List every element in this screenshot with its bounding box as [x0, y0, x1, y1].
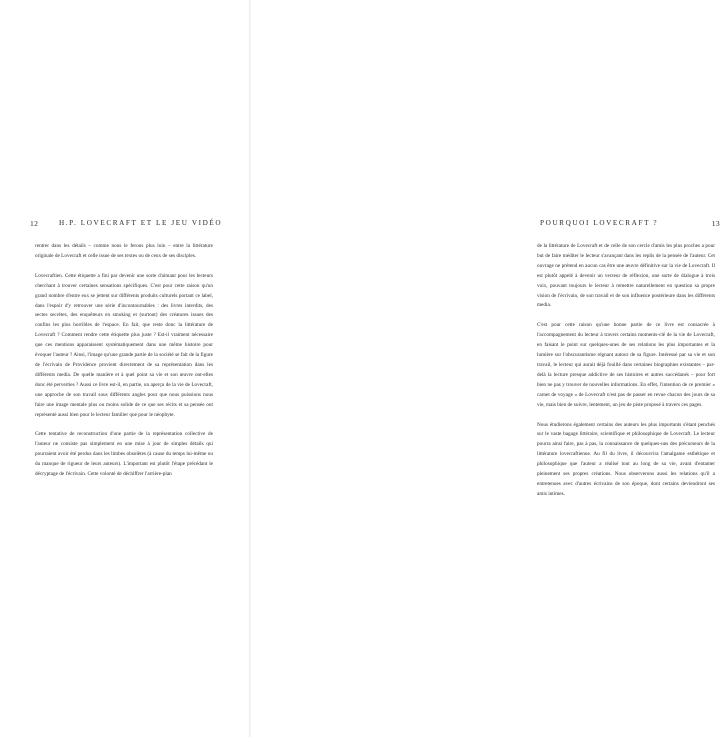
left-header — [30, 219, 243, 231]
paragraph: C'est pour cette raison qu'une bonne partie de ce livre est consacrée à l'accompagnement du lecteur à travers certains moments-clé de la vie de Lovecraft, en faisant le point sur quelques-unes de ses relations les plus importantes et la lumière sur l'obscurantisme régnant autour de sa figure. Intéressé par sa vie et son travail, le lecteur qui aurait déjà fouillé dans certaines biographies existantes – par-delà la lecture presque addictive de ses histoires et autres succédanés – pour fort bien ne pas y trouver de nouvelles informations. En effet, l'intention de ce premier « carnet de voyage » de Lovecraft n'est pas de passer en revue chacun des jours de sa vie, mais bien de suivre, lentement, un jeu de piste proposé à travers ces pages. — [537, 322, 715, 408]
right-header — [507, 219, 720, 231]
page-number: 12 — [30, 219, 39, 228]
page-number: 13 — [711, 219, 720, 228]
paragraph: Cette tentative de reconstruction d'une partie de la représentation collective de l'auteur ne consiste pas simplement en une mise à jour de simples détails qui pourraient avoir été perdus dans les limbes obsolètes (à cause du temps lui-même ou du manque de rigueur de leurs auteurs). L'important est plutôt l'étape précédant le décryptage de l'écrivain. Cette volonté de déchiffrer l'arrière-plan — [35, 431, 213, 478]
left-page — [0, 0, 250, 737]
right-page — [250, 0, 720, 737]
running-head: H.P. LOVECRAFT ET LE JEU VIDÉO — [59, 219, 223, 227]
paragraph: Nous étudierons également certains des auteurs les plus importants s'étant penchés sur le vaste bagage littéraire, scientifique et philosophique de Lovecraft. Le lecteur pourra ainsi faire, pas à pas, la connaissance de quelques-uns des précurseurs de la littérature lovecraftienne. Au fil du livre, il découvrira l'amalgame esthétique et philosophique que l'auteur a réalisé tout au long de sa vie, avant d'entamer pleinement ses propres créations. Nous observerons aussi les relations qu'il a entretenues avec d'autres écrivains de son époque, dont certains deviendront ses amis intimes. — [537, 421, 715, 497]
running-head: POURQUOI LOVECRAFT ? — [540, 219, 659, 227]
paragraph: de la littérature de Lovecraft et de celle de son cercle d'amis les plus proches a pour but de faire méditer le lecteur s'avançant dans les replis de la pensée de l'auteur. Cet ouvrage ne prétend en aucun cas être une œuvre définitive sur la vie de Lovecraft. Il est plutôt appelé à devenir un vecteur de réflexion, une sorte de dialogue à trois voix, pouvant toujours le lecteur à remettre naturellement en question sa propre vision de l'écrivain, de son travail et de son influence postérieure dans les différents media. — [537, 243, 715, 309]
paragraph: Lovecraftien. Cette étiquette a fini par devenir une sorte d'aimant pour les lecteurs cherchant à trouver certaines sensations spécifiques. C'est pour cette raison qu'un grand nombre d'entre eux se jettent sur différents produits culturels portant ce label, dans l'espoir d'y retrouver une série d'incontournables : des livres interdits, des sectes secrètes, des enquêteurs en smoking et (surtout) des créatures issues des confins les plus horribles de l'espace. En fait, que reste donc la littérature de Lovecraft ? Comment rendre cette étiquette plus juste ? Est-il vraiment nécessaire que ces mentions apparaissent systématiquement dans une même histoire pour évoquer l'auteur ? Ainsi, l'image qu'une grande partie de la société se fait de la figure de l'écrivain de Providence provient directement de sa représentation dans les différents media. De quelle manière et à quel point sa vie et son œuvre ont-elles donc été perverties ? Aussi ce livre est-il, en partie, un aperçu de la vie de Lovecraft, une approche de son travail sous différents angles pour que nous puissions nous faire une image mentale plus ou moins solide de ce que ses récits et sa pensée ont représenté aussi bien pour le lecteur familier que pour le néophyte. — [35, 272, 213, 418]
paragraph: rentrer dans les détails – comme nous le ferons plus loin – entre la littérature originale de Lovecraft et celle issue de ses textes ou de ceux de ses disciples. — [35, 243, 213, 259]
left-body-text — [35, 242, 213, 490]
right-body-text — [537, 242, 715, 510]
